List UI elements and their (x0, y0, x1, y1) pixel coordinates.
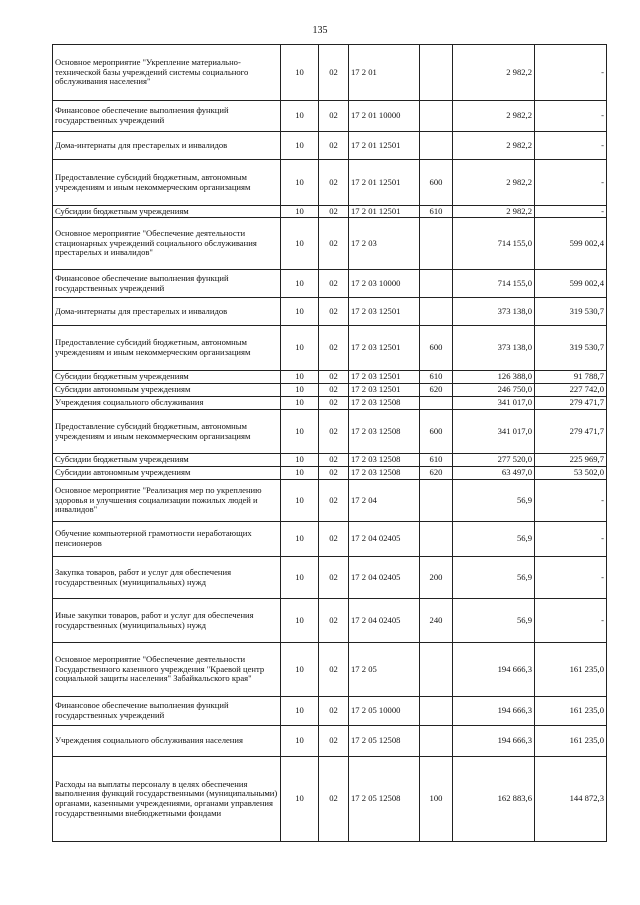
row-subsection: 02 (319, 371, 349, 384)
row-expense-type: 620 (420, 467, 453, 480)
row-amount-1: 2 982,2 (453, 132, 535, 160)
row-section: 10 (281, 218, 319, 270)
table-row (53, 326, 607, 371)
row-amount-2: 91 788,7 (535, 371, 607, 384)
row-subsection: 02 (319, 326, 349, 371)
row-expense-type (420, 697, 453, 726)
table-row (53, 697, 607, 726)
row-expense-type: 620 (420, 384, 453, 397)
table-row (53, 480, 607, 522)
budget-table (52, 44, 607, 842)
row-amount-1: 341 017,0 (453, 410, 535, 454)
row-section: 10 (281, 397, 319, 410)
row-name: Субсидии бюджетным учреждениям (53, 454, 281, 467)
row-amount-1: 56,9 (453, 599, 535, 643)
row-name: Субсидии бюджетным учреждениям (53, 206, 281, 218)
row-amount-2: 599 002,4 (535, 270, 607, 298)
row-section: 10 (281, 454, 319, 467)
row-amount-1: 2 982,2 (453, 206, 535, 218)
table-row (53, 45, 607, 101)
row-section: 10 (281, 206, 319, 218)
table-row (53, 218, 607, 270)
row-subsection: 02 (319, 454, 349, 467)
row-target-code: 17 2 05 12508 (349, 726, 420, 757)
table-row (53, 132, 607, 160)
table-row (53, 726, 607, 757)
row-name: Дома-интернаты для престарелых и инвалидов (53, 298, 281, 326)
row-target-code: 17 2 05 (349, 643, 420, 697)
table-row (53, 643, 607, 697)
row-target-code: 17 2 03 10000 (349, 270, 420, 298)
row-target-code: 17 2 01 12501 (349, 132, 420, 160)
row-section: 10 (281, 410, 319, 454)
row-section: 10 (281, 270, 319, 298)
row-name: Финансовое обеспечение выполнения функций государственных учреждений (53, 270, 281, 298)
row-expense-type: 610 (420, 371, 453, 384)
row-target-code: 17 2 03 12501 (349, 371, 420, 384)
row-target-code: 17 2 03 (349, 218, 420, 270)
row-subsection: 02 (319, 643, 349, 697)
row-amount-2: - (535, 206, 607, 218)
row-amount-1: 246 750,0 (453, 384, 535, 397)
row-amount-1: 714 155,0 (453, 218, 535, 270)
row-expense-type (420, 298, 453, 326)
table-row (53, 270, 607, 298)
row-expense-type: 100 (420, 757, 453, 842)
row-target-code: 17 2 04 (349, 480, 420, 522)
row-subsection: 02 (319, 522, 349, 557)
row-section: 10 (281, 599, 319, 643)
row-amount-1: 373 138,0 (453, 298, 535, 326)
row-subsection: 02 (319, 45, 349, 101)
row-target-code: 17 2 03 12501 (349, 384, 420, 397)
row-expense-type: 600 (420, 326, 453, 371)
row-subsection: 02 (319, 298, 349, 326)
row-expense-type (420, 270, 453, 298)
row-amount-1: 194 666,3 (453, 697, 535, 726)
row-target-code: 17 2 03 12508 (349, 467, 420, 480)
row-target-code: 17 2 01 12501 (349, 160, 420, 206)
row-name: Предоставление субсидий бюджетным, автономным учреждениям и иным некоммерческим организациям (53, 410, 281, 454)
row-amount-2: 279 471,7 (535, 397, 607, 410)
row-target-code: 17 2 03 12501 (349, 298, 420, 326)
row-amount-2: - (535, 557, 607, 599)
row-section: 10 (281, 697, 319, 726)
row-name: Расходы на выплаты персоналу в целях обеспечения выполнения функций государственными (муниципальными) органами, казенными учреждениями, органами управления государственными внебюджетными фондами (53, 757, 281, 842)
row-subsection: 02 (319, 599, 349, 643)
row-expense-type: 240 (420, 599, 453, 643)
row-expense-type (420, 522, 453, 557)
row-amount-1: 162 883,6 (453, 757, 535, 842)
row-amount-2: 227 742,0 (535, 384, 607, 397)
row-target-code: 17 2 05 10000 (349, 697, 420, 726)
row-expense-type: 600 (420, 160, 453, 206)
row-target-code: 17 2 04 02405 (349, 522, 420, 557)
row-section: 10 (281, 643, 319, 697)
row-amount-1: 56,9 (453, 480, 535, 522)
row-section: 10 (281, 298, 319, 326)
row-target-code: 17 2 05 12508 (349, 757, 420, 842)
table-row (53, 298, 607, 326)
table-row (53, 397, 607, 410)
row-amount-2: 144 872,3 (535, 757, 607, 842)
row-subsection: 02 (319, 697, 349, 726)
row-subsection: 02 (319, 757, 349, 842)
row-expense-type: 610 (420, 206, 453, 218)
table-row (53, 160, 607, 206)
row-amount-1: 714 155,0 (453, 270, 535, 298)
row-section: 10 (281, 726, 319, 757)
row-target-code: 17 2 03 12508 (349, 410, 420, 454)
row-subsection: 02 (319, 384, 349, 397)
row-amount-2: - (535, 45, 607, 101)
row-amount-2: - (535, 599, 607, 643)
row-amount-2: - (535, 132, 607, 160)
row-amount-2: 599 002,4 (535, 218, 607, 270)
row-amount-1: 194 666,3 (453, 643, 535, 697)
table-row (53, 557, 607, 599)
row-target-code: 17 2 03 12508 (349, 454, 420, 467)
row-section: 10 (281, 160, 319, 206)
row-amount-1: 341 017,0 (453, 397, 535, 410)
row-subsection: 02 (319, 270, 349, 298)
row-subsection: 02 (319, 218, 349, 270)
row-amount-1: 126 388,0 (453, 371, 535, 384)
row-amount-2: 161 235,0 (535, 643, 607, 697)
row-name: Финансовое обеспечение выполнения функций государственных учреждений (53, 697, 281, 726)
table-row (53, 101, 607, 132)
row-amount-2: 53 502,0 (535, 467, 607, 480)
row-section: 10 (281, 522, 319, 557)
row-target-code: 17 2 01 10000 (349, 101, 420, 132)
row-name: Учреждения социального обслуживания (53, 397, 281, 410)
row-name: Субсидии бюджетным учреждениям (53, 371, 281, 384)
row-section: 10 (281, 371, 319, 384)
row-amount-1: 2 982,2 (453, 101, 535, 132)
row-target-code: 17 2 03 12501 (349, 326, 420, 371)
row-amount-2: - (535, 160, 607, 206)
row-target-code: 17 2 04 02405 (349, 557, 420, 599)
table-row (53, 384, 607, 397)
page-number: 135 (312, 25, 328, 36)
row-section: 10 (281, 384, 319, 397)
row-section: 10 (281, 326, 319, 371)
row-amount-1: 56,9 (453, 557, 535, 599)
row-name: Основное мероприятие "Обеспечение деятельности стационарных учреждений социального обслуживания престарелых и инвалидов" (53, 218, 281, 270)
row-name: Дома-интернаты для престарелых и инвалидов (53, 132, 281, 160)
row-amount-2: 279 471,7 (535, 410, 607, 454)
row-name: Учреждения социального обслуживания населения (53, 726, 281, 757)
row-amount-2: 161 235,0 (535, 697, 607, 726)
row-name: Предоставление субсидий бюджетным, автономным учреждениям и иным некоммерческим организациям (53, 160, 281, 206)
row-amount-1: 277 520,0 (453, 454, 535, 467)
row-target-code: 17 2 04 02405 (349, 599, 420, 643)
row-expense-type (420, 101, 453, 132)
row-amount-2: 319 530,7 (535, 298, 607, 326)
row-amount-2: - (535, 522, 607, 557)
row-expense-type (420, 480, 453, 522)
row-expense-type (420, 132, 453, 160)
row-subsection: 02 (319, 206, 349, 218)
row-expense-type: 600 (420, 410, 453, 454)
row-expense-type (420, 397, 453, 410)
row-target-code: 17 2 01 (349, 45, 420, 101)
row-expense-type (420, 726, 453, 757)
row-amount-1: 63 497,0 (453, 467, 535, 480)
row-amount-1: 194 666,3 (453, 726, 535, 757)
row-section: 10 (281, 45, 319, 101)
row-name: Субсидии автономным учреждениям (53, 467, 281, 480)
row-name: Иные закупки товаров, работ и услуг для обеспечения государственных (муниципальных) нужд (53, 599, 281, 643)
row-amount-1: 2 982,2 (453, 45, 535, 101)
row-name: Основное мероприятие "Обеспечение деятельности Государственного казенного учреждения "Краевой центр социальной защиты населения" Забайкальского края" (53, 643, 281, 697)
row-name: Закупка товаров, работ и услуг для обеспечения государственных (муниципальных) нужд (53, 557, 281, 599)
row-subsection: 02 (319, 101, 349, 132)
row-name: Предоставление субсидий бюджетным, автономным учреждениям и иным некоммерческим организациям (53, 326, 281, 371)
table-row (53, 467, 607, 480)
table-row (53, 454, 607, 467)
row-amount-2: - (535, 480, 607, 522)
row-section: 10 (281, 101, 319, 132)
row-name: Финансовое обеспечение выполнения функций государственных учреждений (53, 101, 281, 132)
table-row (53, 410, 607, 454)
row-amount-1: 373 138,0 (453, 326, 535, 371)
row-section: 10 (281, 480, 319, 522)
table-row (53, 206, 607, 218)
row-subsection: 02 (319, 557, 349, 599)
row-name: Обучение компьютерной грамотности неработающих пенсионеров (53, 522, 281, 557)
row-target-code: 17 2 03 12508 (349, 397, 420, 410)
row-expense-type: 200 (420, 557, 453, 599)
row-amount-2: - (535, 101, 607, 132)
row-expense-type (420, 643, 453, 697)
row-subsection: 02 (319, 160, 349, 206)
row-amount-1: 2 982,2 (453, 160, 535, 206)
row-amount-2: 319 530,7 (535, 326, 607, 371)
row-subsection: 02 (319, 410, 349, 454)
row-expense-type (420, 45, 453, 101)
row-amount-1: 56,9 (453, 522, 535, 557)
row-section: 10 (281, 557, 319, 599)
row-section: 10 (281, 132, 319, 160)
row-name: Основное мероприятие "Укрепление материально-технической базы учреждений системы социального обслуживания населения" (53, 45, 281, 101)
row-subsection: 02 (319, 397, 349, 410)
row-expense-type (420, 218, 453, 270)
row-expense-type: 610 (420, 454, 453, 467)
table-row (53, 757, 607, 842)
row-amount-2: 161 235,0 (535, 726, 607, 757)
table-row (53, 599, 607, 643)
row-section: 10 (281, 467, 319, 480)
row-subsection: 02 (319, 132, 349, 160)
row-name: Основное мероприятие "Реализация мер по укреплению здоровья и улучшения социализации пожилых людей и инвалидов" (53, 480, 281, 522)
row-subsection: 02 (319, 467, 349, 480)
row-section: 10 (281, 757, 319, 842)
table-row (53, 522, 607, 557)
row-subsection: 02 (319, 480, 349, 522)
row-name: Субсидии автономным учреждениям (53, 384, 281, 397)
table-row (53, 371, 607, 384)
row-target-code: 17 2 01 12501 (349, 206, 420, 218)
row-amount-2: 225 969,7 (535, 454, 607, 467)
row-subsection: 02 (319, 726, 349, 757)
